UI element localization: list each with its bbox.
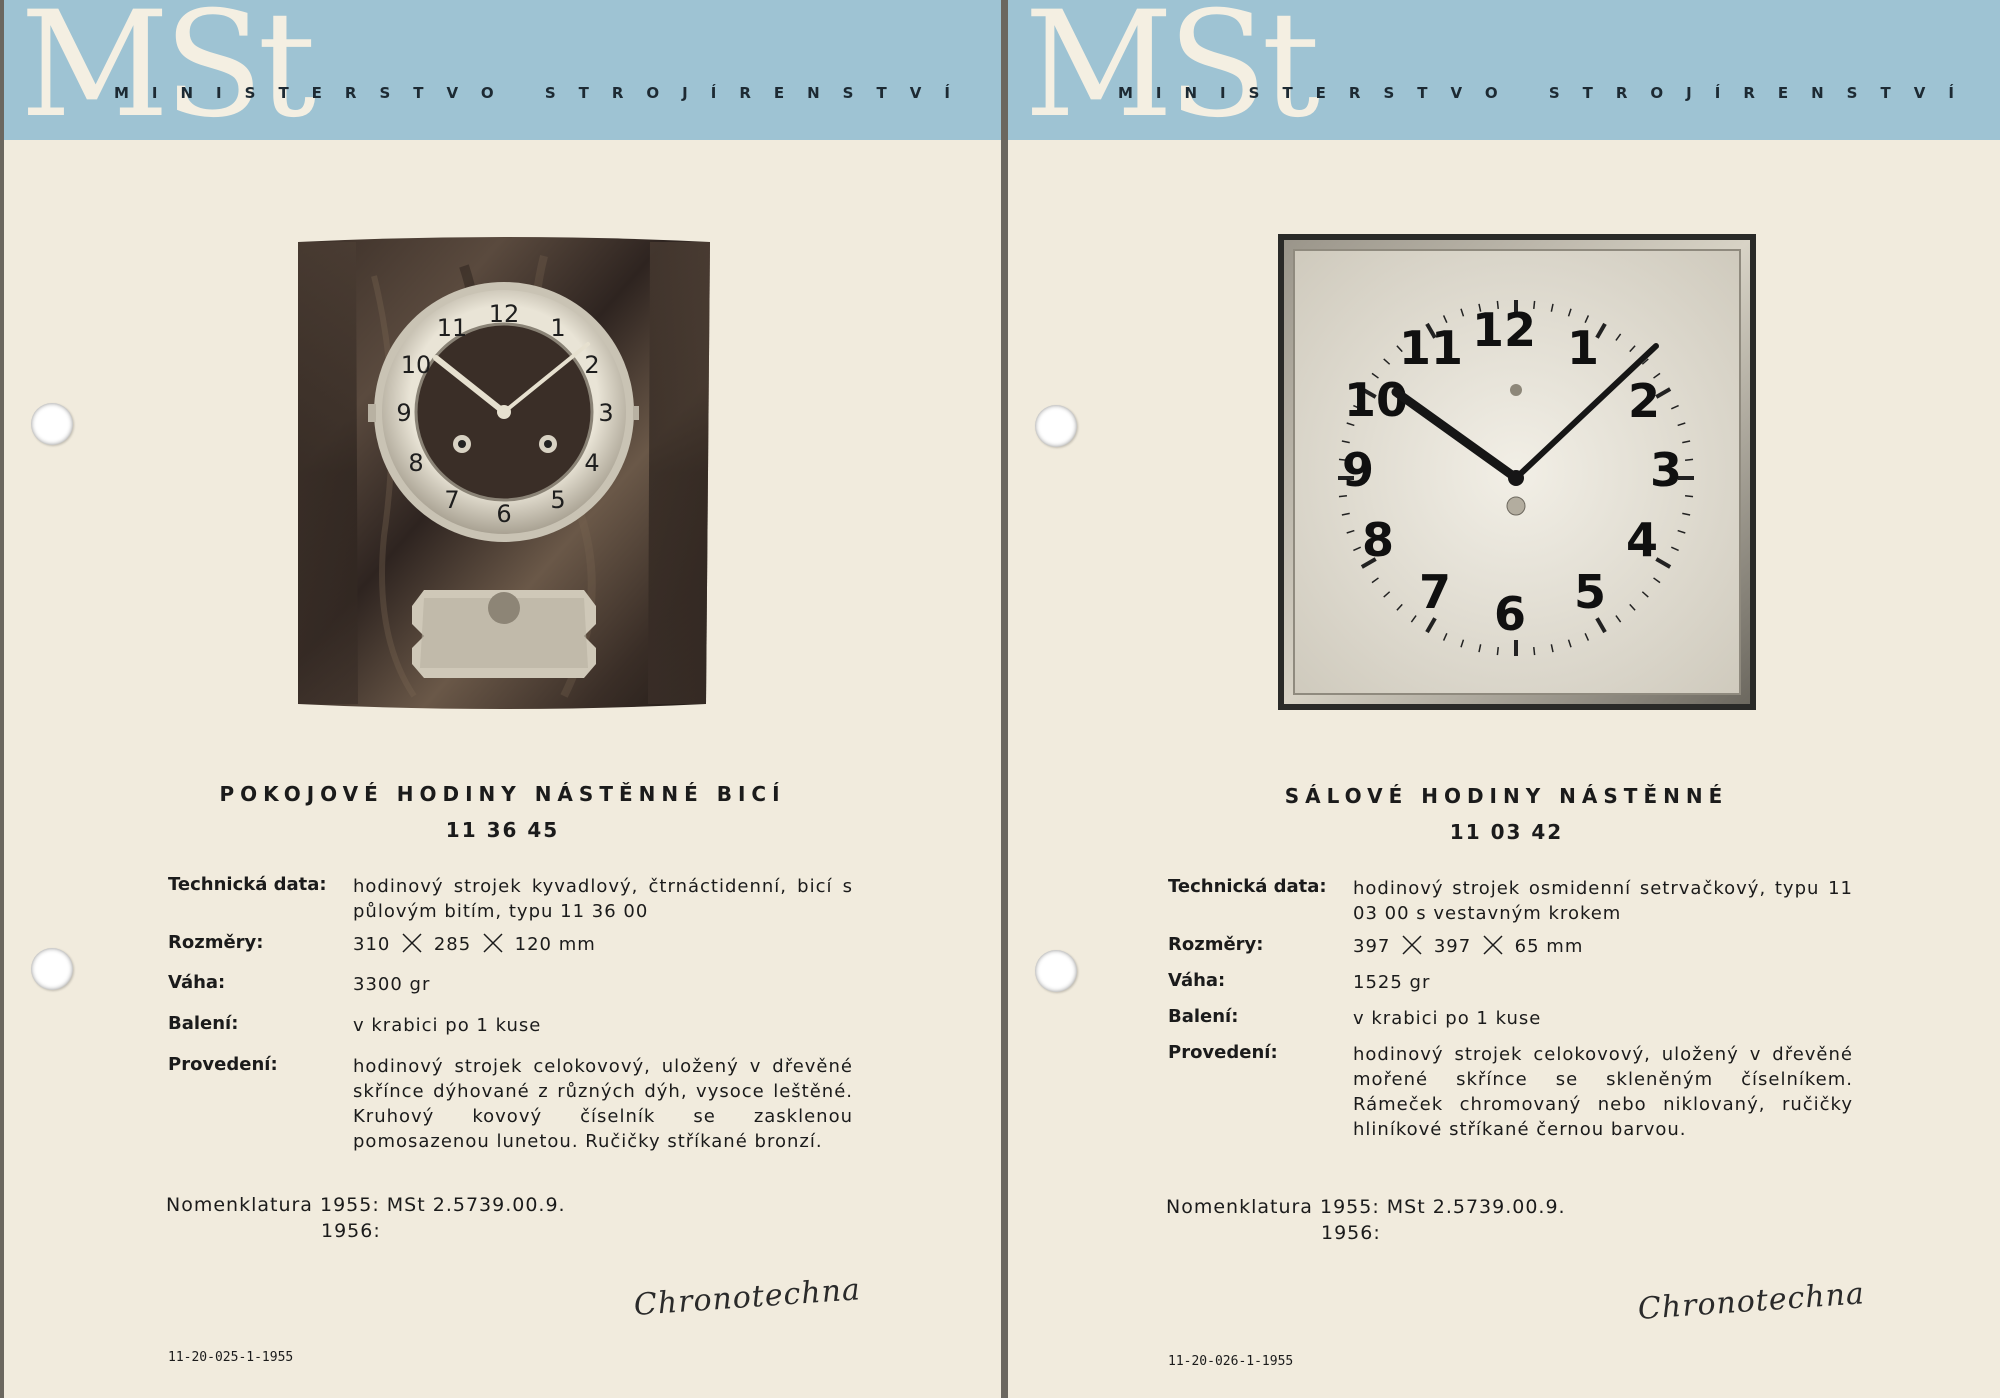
document-id: 11-20-026-1-1955 (1168, 1354, 1294, 1369)
spec-label: Balení: (168, 1013, 239, 1034)
dial-number: 1 (550, 314, 566, 342)
dial-number: 2 (1627, 374, 1661, 428)
spec-value (1353, 934, 1853, 959)
times-icon (401, 932, 423, 954)
dial-number: 3 (598, 399, 614, 427)
dial-number: 11 (436, 314, 468, 342)
dial-number: 7 (444, 486, 460, 514)
punch-hole (1035, 950, 1077, 992)
mst-logo: MSt (1024, 0, 1315, 150)
spec-value: hodinový strojek celokovový, uložený v dřevěné mořené skřínce se skleněným číselníkem. Rámeček chromovaný nebo niklovaný, ručičky hliníkové stříkané černou barvou. (1353, 1044, 1853, 1140)
dial-number: 6 (1493, 587, 1527, 641)
dial-number: 12 (1471, 303, 1537, 357)
dimension-value: 310 (353, 934, 391, 955)
product-title: SÁLOVÉ HODINY NÁSTĚNNÉ (1284, 784, 1729, 808)
dial-number: 3 (1649, 443, 1683, 497)
spec-value: v krabici po 1 kuse (1353, 1008, 1542, 1029)
nomenclature-1956: 1956: (1321, 1222, 1381, 1244)
spec-row-execution (168, 1054, 853, 1154)
dial-number: 10 (400, 351, 432, 379)
dimension-unit: mm (1546, 936, 1584, 957)
spec-label: Rozměry: (1168, 934, 1264, 955)
wall-clock-photo (294, 236, 714, 710)
document-id: 11-20-025-1-1955 (168, 1350, 294, 1365)
dial-number: 9 (396, 399, 412, 427)
dial-number: 4 (584, 449, 600, 477)
dial-number: 7 (1418, 565, 1452, 619)
nomenclature (1166, 1194, 1566, 1246)
nomenclature-1955: Nomenklatura 1955: MSt 2.5739.00.9. (1166, 1196, 1566, 1218)
dial-number: 10 (1343, 373, 1409, 427)
dial-number: 11 (1398, 321, 1464, 375)
dial-number: 4 (1625, 513, 1659, 567)
dial-number: 8 (1361, 513, 1395, 567)
spec-list (1168, 876, 1853, 1142)
spec-label: Balení: (1168, 1006, 1239, 1027)
spec-value (353, 932, 853, 957)
manufacturer-signature: Chronotechna (632, 1272, 862, 1323)
dial-number: 5 (1573, 565, 1607, 619)
catalog-page-right (1008, 0, 2000, 1398)
header-band (1008, 0, 2000, 150)
spec-row-technical (1168, 876, 1853, 934)
spec-row-dimensions (1168, 934, 1848, 970)
ministry-title: MINISTERSTVO STROJÍRENSTVÍ (1118, 84, 1977, 102)
manufacturer-signature: Chronotechna (1636, 1276, 1866, 1327)
times-icon (482, 932, 504, 954)
times-icon (1401, 934, 1423, 956)
spec-value: 3300 gr (353, 974, 431, 995)
spec-value: hodinový strojek kyvadlový, čtrnáctidenní, bicí s půlovým bitím, typu 11 36 00 (353, 876, 853, 922)
dial-number: 5 (550, 486, 566, 514)
minute-tick (1685, 459, 1693, 460)
dial-number: 9 (1341, 443, 1375, 497)
spec-row-weight (1168, 970, 1848, 1006)
minute-tick (1534, 647, 1535, 655)
header-band (4, 0, 1001, 150)
spec-label: Technická data: (1168, 876, 1327, 897)
nomenclature (166, 1192, 566, 1244)
punch-hole (1035, 405, 1077, 447)
minute-tick (1685, 496, 1693, 497)
product-code: 11 36 45 (445, 818, 560, 842)
spec-label: Rozměry: (168, 932, 264, 953)
dimension-value: 65 (1514, 936, 1540, 957)
spec-label: Provedení: (1168, 1042, 1278, 1063)
dimension-value: 285 (433, 934, 472, 955)
spec-value: 1525 gr (1353, 972, 1431, 993)
spec-row-weight (168, 972, 848, 1013)
dimension-value: 397 (1353, 936, 1391, 957)
dial-number: 8 (408, 449, 424, 477)
spec-label: Váha: (1168, 970, 1226, 991)
dimension-value: 120 (514, 934, 553, 955)
spec-row-packaging (1168, 1006, 1848, 1042)
spec-value: v krabici po 1 kuse (353, 1015, 542, 1036)
spec-row-dimensions (168, 932, 848, 972)
dial-number: 1 (1566, 321, 1600, 375)
catalog-page-left (4, 0, 1001, 1398)
times-icon (1482, 934, 1504, 956)
spec-row-packaging (168, 1013, 848, 1054)
dial-number: 2 (584, 351, 600, 379)
spec-list (168, 874, 853, 1154)
punch-hole (31, 403, 73, 445)
square-clock-photo (1278, 234, 1756, 710)
spec-value: hodinový strojek celokovový, uložený v dřevěné skřínce dýhované z různých dýh, vysoce leštěné. Kruhový kovový číselník se zasklenou pomosazenou lunetou. Ručičky stříkané bronzí. (353, 1056, 853, 1152)
ministry-title: MINISTERSTVO STROJÍRENSTVÍ (114, 84, 973, 102)
mst-logo: MSt (20, 0, 311, 150)
spec-label: Váha: (168, 972, 226, 993)
spec-row-execution (1168, 1042, 1853, 1142)
punch-hole (31, 948, 73, 990)
spec-label: Provedení: (168, 1054, 278, 1075)
product-code: 11 03 42 (1449, 820, 1564, 844)
minute-tick (1497, 647, 1498, 655)
dimension-value: 397 (1433, 936, 1472, 957)
spec-row-technical (168, 874, 853, 932)
nomenclature-1956: 1956: (321, 1220, 381, 1242)
product-title: POKOJOVÉ HODINY NÁSTĚNNÉ BICÍ (219, 782, 786, 806)
spec-label: Technická data: (168, 874, 327, 895)
nomenclature-1955: Nomenklatura 1955: MSt 2.5739.00.9. (166, 1194, 566, 1216)
dial-number: 12 (488, 300, 520, 328)
dial-number: 6 (496, 500, 512, 528)
dimension-unit: mm (558, 934, 596, 955)
spec-value: hodinový strojek osmidenní setrvačkový, typu 11 03 00 s vestavným krokem (1353, 878, 1853, 924)
